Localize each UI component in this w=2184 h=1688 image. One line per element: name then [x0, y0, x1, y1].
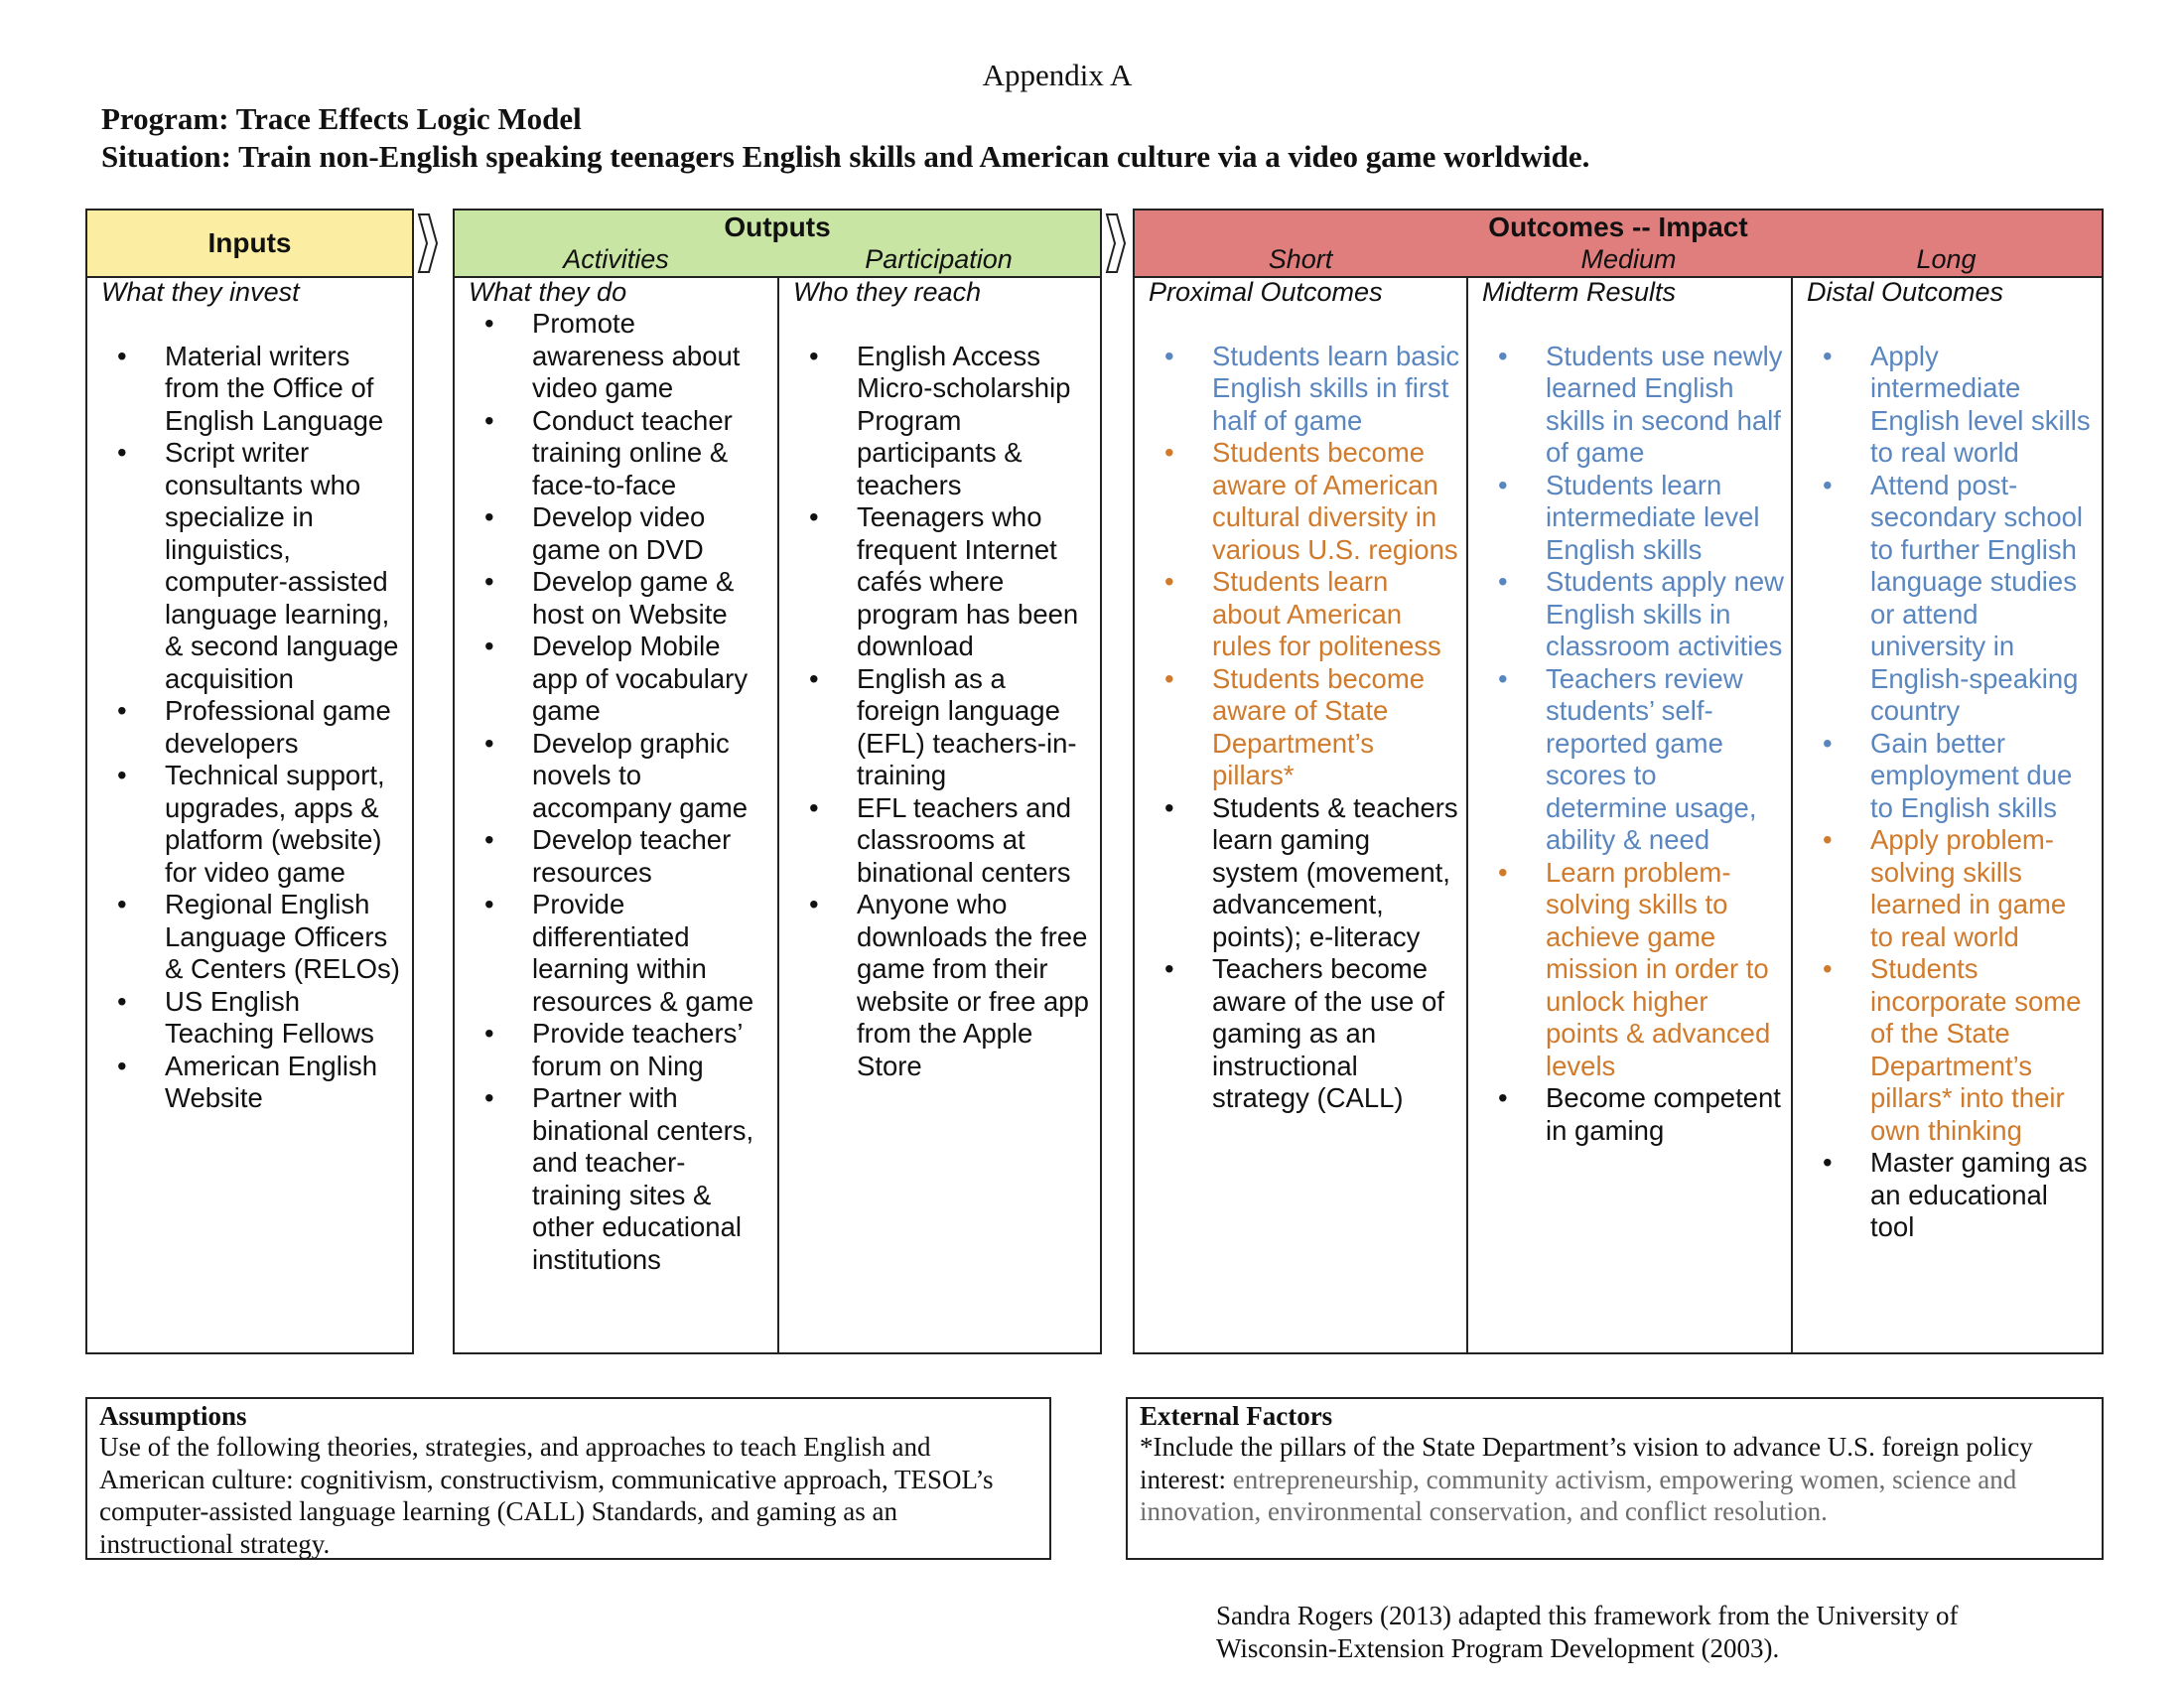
list-item-text: Develop game & host on Website	[532, 566, 735, 630]
bullet-icon: •	[809, 501, 819, 532]
list-item-text: American English Website	[165, 1050, 377, 1113]
list-item-text: Promote awareness about video game	[532, 308, 741, 403]
assumptions-box	[85, 1397, 1051, 1560]
list-item	[1135, 341, 1466, 438]
list-item	[1793, 953, 2102, 1147]
list-item-text: Material writers from the Office of English Language	[165, 340, 384, 436]
bullet-icon: •	[484, 566, 494, 597]
credit-line: Wisconsin-Extension Program Development (2003).	[1216, 1633, 1780, 1663]
outputs-header-label: Outputs	[724, 211, 831, 242]
list-item-text: English as a foreign language (EFL) teachers-in-training	[857, 662, 1077, 790]
list-item	[1135, 953, 1466, 1115]
assumptions-title: Assumptions	[99, 1401, 247, 1431]
program-title: Program: Trace Effects Logic Model	[101, 101, 582, 136]
list-item-text: Students learn basic English skills in first half of game	[1212, 340, 1460, 436]
list-item	[779, 501, 1100, 663]
list-item-text: Students learn intermediate level English skills	[1546, 469, 1760, 565]
bullet-icon: •	[484, 1082, 494, 1113]
bullet-icon: •	[484, 889, 494, 919]
bullet-icon: •	[809, 791, 819, 823]
outcomes-header	[1135, 211, 2102, 278]
activities-subtitle: What they do	[469, 277, 627, 307]
bullet-icon: •	[1823, 727, 1833, 759]
list-item	[455, 631, 777, 728]
list-item	[455, 405, 777, 502]
short-label: Short	[1268, 244, 1333, 274]
list-item	[1468, 470, 1791, 567]
list-item-text: Develop Mobile app of vocabulary game	[532, 631, 749, 726]
inputs-list	[87, 341, 412, 1115]
bullet-icon: •	[484, 727, 494, 759]
list-item	[779, 792, 1100, 890]
list-item	[1793, 341, 2102, 470]
list-item-text: Provide teachers’ forum on Ning	[532, 1018, 743, 1081]
list-item-text: Develop video game on DVD	[532, 501, 706, 565]
list-item-text: Become competent in gaming	[1546, 1082, 1781, 1146]
bullet-icon: •	[484, 1018, 494, 1049]
list-item-text: Students become aware of State Department’s pillars*	[1212, 662, 1426, 790]
appendix-title: Appendix A	[982, 58, 1133, 92]
bullet-icon: •	[1498, 1082, 1508, 1113]
bullet-icon: •	[1498, 340, 1508, 371]
list-item	[1135, 566, 1466, 663]
list-item-text: Students become aware of American cultural diversity in various U.S. regions	[1212, 437, 1458, 565]
list-item-text: Students use newly learned English skills in second half of game	[1546, 340, 1783, 468]
inputs-subtitle: What they invest	[101, 277, 300, 307]
list-item	[1135, 437, 1466, 566]
inputs-header-label: Inputs	[207, 227, 292, 258]
bullet-icon: •	[1164, 791, 1174, 823]
bullet-icon: •	[117, 695, 127, 726]
short-column	[1135, 276, 1466, 1352]
bullet-icon: •	[484, 631, 494, 661]
list-item	[455, 824, 777, 889]
inputs-box	[85, 209, 414, 1354]
list-item	[455, 728, 777, 825]
medium-label: Medium	[1580, 244, 1677, 274]
bullet-icon: •	[1164, 953, 1174, 984]
activities-column	[455, 276, 777, 1352]
bullet-icon: •	[809, 340, 819, 371]
activities-list	[455, 308, 777, 1276]
list-item-text: Learn problem-solving skills to achieve game mission in order to unlock higher points & advanced levels	[1546, 856, 1771, 1081]
list-item	[779, 341, 1100, 502]
bullet-icon: •	[1164, 566, 1174, 597]
participation-label: Participation	[865, 244, 1013, 274]
list-item	[1135, 663, 1466, 792]
long-list	[1793, 341, 2102, 1244]
list-item-text: English Access Micro-scholarship Program participants & teachers	[857, 340, 1071, 500]
bullet-icon: •	[1823, 469, 1833, 500]
participation-list	[779, 341, 1100, 1083]
list-item	[87, 341, 412, 438]
situation-statement: Situation: Train non-English speaking teenagers English skills and American culture via a video game worldwide.	[101, 139, 1590, 174]
list-item-text: Students incorporate some of the State Department’s pillars* into their own thinking	[1870, 953, 2082, 1146]
bullet-icon: •	[484, 501, 494, 532]
external-factors-pillars: entrepreneurship, community activism, empowering women, science and innovation, environmental conservation, and conflict resolution.	[1140, 1464, 2017, 1526]
list-item	[87, 760, 412, 889]
list-item	[1793, 1147, 2102, 1244]
inputs-header	[87, 211, 412, 278]
list-item	[455, 308, 777, 405]
external-factors-title: External Factors	[1140, 1401, 1333, 1431]
list-item	[87, 889, 412, 986]
external-factors-box	[1126, 1397, 2104, 1560]
list-item	[455, 566, 777, 631]
list-item-text: Conduct teacher training online & face-to-face	[532, 404, 733, 500]
credit-line: Sandra Rogers (2013) adapted this framework from the University of	[1216, 1601, 1959, 1630]
list-item-text: Students apply new English skills in classroom activities	[1546, 566, 1785, 661]
long-label: Long	[1916, 244, 1977, 274]
medium-list	[1468, 341, 1791, 1148]
list-item-text: Apply intermediate English level skills to real world	[1870, 340, 2091, 468]
bullet-icon: •	[1498, 566, 1508, 597]
list-item	[455, 1082, 777, 1276]
bullet-icon: •	[1164, 437, 1174, 468]
external-factors-text: *Include the pillars of the State Department’s vision to advance U.S. foreign policy interest:	[1140, 1432, 2033, 1494]
bullet-icon: •	[1823, 824, 1833, 855]
list-item-text: Technical support, upgrades, apps & platform (website) for video game	[165, 760, 385, 888]
participation-subtitle: Who they reach	[793, 277, 982, 307]
list-item	[1468, 857, 1791, 1083]
list-item	[1468, 1082, 1791, 1147]
list-item	[1468, 341, 1791, 470]
list-item-text: Provide differentiated learning within resources & game	[532, 889, 754, 1017]
list-item-text: US English Teaching Fellows	[165, 985, 374, 1049]
medium-subtitle: Midterm Results	[1482, 277, 1677, 307]
list-item	[455, 889, 777, 1018]
list-item-text: Professional game developers	[165, 695, 391, 759]
list-item	[455, 501, 777, 566]
list-item-text: Students & teachers learn gaming system (movement, advancement, points); e-literacy	[1212, 791, 1458, 952]
list-item	[87, 1051, 412, 1115]
bullet-icon: •	[1498, 856, 1508, 888]
long-column	[1791, 276, 2102, 1352]
list-item	[455, 1018, 777, 1082]
list-item	[87, 695, 412, 760]
list-item-text: Regional English Language Officers & Centers (RELOs)	[165, 889, 400, 984]
list-item-text: Teachers become aware of the use of gaming as an instructional strategy (CALL)	[1212, 953, 1444, 1113]
list-item-text: Apply problem-solving skills learned in game to real world	[1870, 824, 2067, 952]
medium-column	[1466, 276, 1791, 1352]
bullet-icon: •	[117, 340, 127, 371]
bullet-icon: •	[1823, 1147, 1833, 1178]
list-item	[1468, 663, 1791, 857]
list-item-text: Develop graphic novels to accompany game	[532, 727, 749, 823]
list-item	[87, 437, 412, 695]
outputs-box	[453, 209, 1102, 1354]
arrow-icon	[417, 211, 441, 276]
short-subtitle: Proximal Outcomes	[1149, 277, 1383, 307]
bullet-icon: •	[117, 889, 127, 919]
list-item	[1793, 824, 2102, 953]
bullet-icon: •	[1823, 340, 1833, 371]
bullet-icon: •	[1498, 662, 1508, 694]
bullet-icon: •	[809, 889, 819, 919]
list-item-text: Partner with binational centers, and teacher-training sites & other educational institutions	[532, 1082, 754, 1275]
list-item	[779, 663, 1100, 792]
bullet-icon: •	[1498, 469, 1508, 500]
arrow-icon	[1105, 211, 1129, 276]
list-item	[779, 889, 1100, 1082]
participation-column	[777, 276, 1100, 1352]
bullet-icon: •	[484, 824, 494, 855]
list-item-text: Master gaming as an educational tool	[1870, 1147, 2088, 1242]
bullet-icon: •	[809, 662, 819, 694]
list-item-text: EFL teachers and classrooms at binational centers	[857, 791, 1072, 888]
list-item-text: Develop teacher resources	[532, 824, 732, 888]
list-item	[1793, 470, 2102, 728]
bullet-icon: •	[117, 985, 127, 1017]
bullet-icon: •	[484, 308, 494, 339]
list-item	[1793, 728, 2102, 825]
assumptions-text: Use of the following theories, strategies, and approaches to teach English and American culture: cognitivism, constructivism, communicative approach, TESOL’s computer-assisted language learning (CALL) Standards, and gaming as an instructional strategy.	[99, 1432, 994, 1559]
list-item	[87, 986, 412, 1051]
long-subtitle: Distal Outcomes	[1807, 277, 2004, 307]
list-item	[1468, 566, 1791, 663]
bullet-icon: •	[117, 437, 127, 468]
list-item-text: Students learn about American rules for politeness	[1212, 566, 1441, 661]
bullet-icon: •	[484, 404, 494, 436]
bullet-icon: •	[1164, 662, 1174, 694]
bullet-icon: •	[1164, 340, 1174, 371]
list-item-text: Gain better employment due to English skills	[1870, 727, 2073, 823]
outcomes-box	[1133, 209, 2104, 1354]
bullet-icon: •	[117, 1050, 127, 1081]
list-item-text: Teenagers who frequent Internet cafés where program has been download	[857, 501, 1079, 661]
activities-label: Activities	[563, 244, 669, 274]
list-item-text: Attend post-secondary school to further English language studies or attend university in English-speaking country	[1870, 469, 2084, 726]
list-item-text: Script writer consultants who specialize in linguistics, computer-assisted language learning, & second language acquisition	[165, 437, 399, 694]
bullet-icon: •	[1823, 953, 1833, 984]
short-list	[1135, 341, 1466, 1115]
outcomes-header-label: Outcomes -- Impact	[1488, 211, 1748, 242]
credit-note	[1216, 1600, 1959, 1665]
bullet-icon: •	[117, 760, 127, 790]
outputs-header	[455, 211, 1100, 278]
list-item-text: Anyone who downloads the free game from their website or free app from the Apple Store	[857, 889, 1089, 1081]
list-item	[1135, 792, 1466, 954]
list-item-text: Teachers review students’ self-reported game scores to determine usage, ability & need	[1546, 662, 1757, 855]
